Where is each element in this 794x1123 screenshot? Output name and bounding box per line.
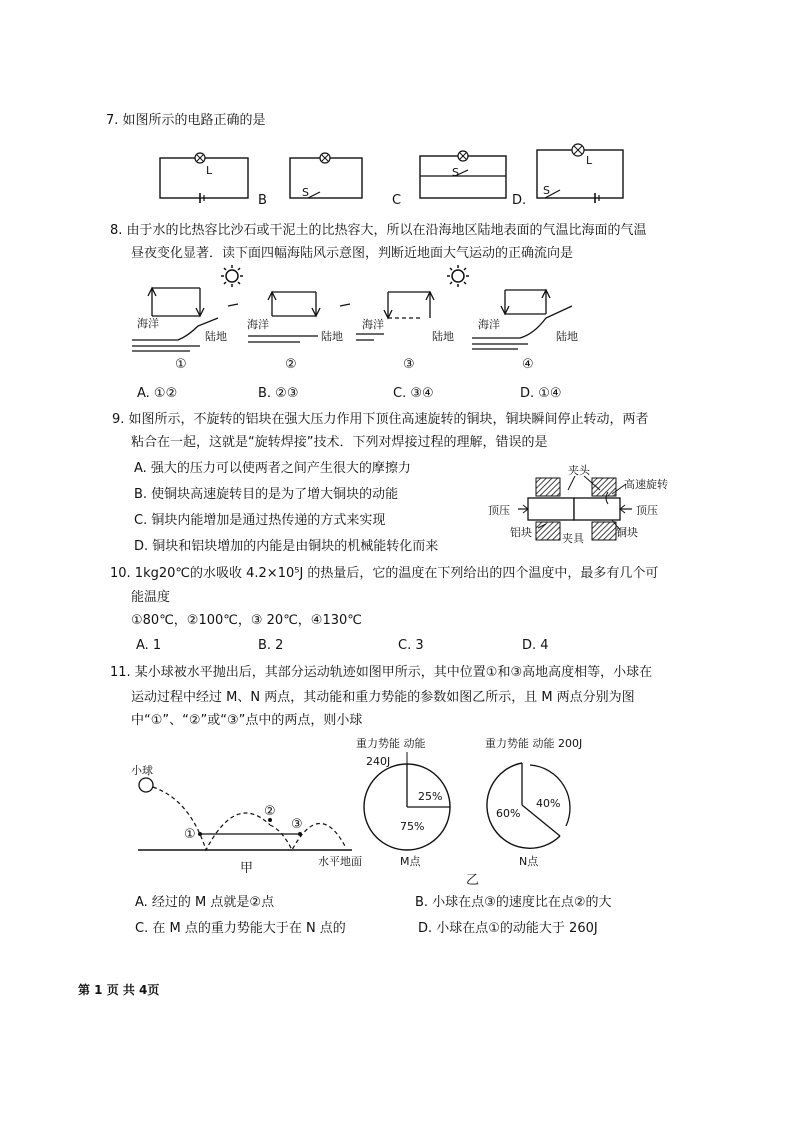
q7-stem: 7. 如图所示的电路正确的是: [106, 113, 266, 128]
q8-land-label-1: 陆地: [205, 330, 227, 343]
q11-m-pct-large: 75%: [400, 820, 425, 833]
q11-stem-line1: 11. 某小球被水平抛出后，其部分运动轨迹如图甲所示，其中位置①和③高地高度相等，小球在: [110, 665, 653, 680]
q9-label-press-left: 顶压: [488, 504, 510, 517]
q9-option-d: D. 铜块和铝块增加的内能是由铜块的机械能转化而来: [134, 539, 439, 554]
q11-option-b: B. 小球在点③的速度比在点②的大: [415, 895, 612, 910]
q8-stem-line1: 8. 由于水的比热容比沙石或干泥土的比热容大，所以在沿海地区陆地表面的气温比海面的气温: [110, 223, 647, 238]
q11-stem-line3: 中“①”、“②”或“③”点中的两点，则小球: [131, 713, 363, 728]
q9-stem-line2: 粘合在一起，这就是“旋转焊接”技术．下列对焊接过程的理解，错误的是: [131, 435, 548, 450]
q11-n-header: 重力势能 动能 200J: [485, 737, 583, 750]
q11-m-total: 240J: [366, 755, 391, 768]
q8-ocean-label-1: 海洋: [137, 317, 159, 330]
q8-figure-num-1: ①: [175, 357, 187, 372]
q7-option-c: C: [392, 193, 402, 208]
q10-stem-line2: 能温度: [131, 590, 171, 605]
q8-figure-num-2: ②: [285, 357, 297, 372]
q8-option-b: B. ②③: [258, 386, 299, 401]
q8-option-a: A. ①②: [137, 386, 178, 401]
q9-label-aluminum: 铝块: [510, 526, 532, 539]
q8-land-label-4: 陆地: [556, 330, 578, 343]
q9-option-a: A. 强大的压力可以使两者之间产生很大的摩擦力: [134, 461, 411, 476]
q11-m-pct-small: 25%: [418, 790, 443, 803]
q9-option-c: C. 铜块内能增加是通过热传递的方式来实现: [134, 513, 386, 528]
q11-caption-jia: 甲: [240, 861, 254, 876]
q11-caption-yi: 乙: [466, 873, 480, 888]
q11-point-1: ①: [184, 827, 196, 842]
q7-switch-label-c: S: [452, 166, 459, 179]
q10-option-a: A. 1: [136, 638, 162, 653]
q8-stem-line2: 昼夜变化显著．读下面四幅海陆风示意图，判断近地面大气运动的正确流向是: [131, 246, 574, 261]
q8-option-d: D. ①④: [520, 386, 562, 401]
q11-m-label: M点: [400, 855, 421, 868]
q8-figure-num-4: ④: [522, 357, 534, 372]
q11-n-label: N点: [519, 855, 539, 868]
q11-point-3: ③: [291, 817, 303, 832]
q11-m-header: 重力势能 动能: [356, 737, 426, 750]
q11-point-2: ②: [264, 804, 276, 819]
q8-option-c: C. ③④: [393, 386, 434, 401]
q8-ocean-label-4: 海洋: [478, 318, 500, 331]
q8-land-label-2: 陆地: [321, 330, 343, 343]
q11-option-a: A. 经过的 M 点就是②点: [135, 895, 275, 910]
q9-label-high-speed: 高速旋转: [624, 478, 668, 491]
q9-stem-line1: 9. 如图所示，不旋转的铝块在强大压力作用下顶住高速旋转的铜块，铜块瞬间停止转动，两者: [112, 412, 649, 427]
q7-lamp-label-d: L: [586, 154, 593, 167]
q9-label-clamp-bottom: 夹具: [562, 532, 584, 545]
q11-stem-line2: 运动过程中经过 M、N 两点，其动能和重力势能的参数如图乙所示，且 M 两点分别为图: [131, 690, 635, 705]
q11-option-c: C. 在 M 点的重力势能大于在 N 点的: [135, 921, 346, 936]
q8-land-label-3: 陆地: [432, 330, 454, 343]
q7-option-d: D.: [512, 193, 527, 208]
q11-ground-label: 水平地面: [318, 855, 362, 868]
q9-label-press-right: 顶压: [636, 504, 658, 517]
q7-switch-label-b: S: [302, 186, 309, 199]
q8-figure-num-3: ③: [403, 357, 415, 372]
q8-ocean-label-2: 海洋: [247, 318, 269, 331]
q8-ocean-label-3: 海洋: [362, 318, 384, 331]
q11-option-d: D. 小球在点①的动能大于 260J: [418, 921, 598, 936]
page-footer: 第 1 页 共 4页: [78, 983, 160, 997]
q7-lamp-label-a: L: [206, 164, 213, 177]
q10-temps: ①80℃，②100℃，③ 20℃，④130℃: [131, 613, 362, 628]
q7-switch-label-d: S: [543, 184, 550, 197]
q7-option-b: B: [258, 193, 267, 208]
q10-option-d: D. 4: [522, 638, 549, 653]
q10-stem-line1: 10. 1kg20℃的水吸收 4.2×10⁵J 的热量后，它的温度在下列给出的四个温度中，最多有几个可: [110, 566, 659, 581]
q11-ball-label: 小球: [131, 764, 153, 777]
q11-n-pct-right: 40%: [536, 797, 561, 810]
q9-label-clamp-top: 夹头: [568, 464, 590, 477]
q9-label-copper: 铜块: [616, 526, 638, 539]
q9-option-b: B. 使铜块高速旋转目的是为了增大铜块的动能: [134, 487, 399, 502]
q10-option-b: B. 2: [258, 638, 284, 653]
q10-option-c: C. 3: [398, 638, 424, 653]
q11-n-pct-left: 60%: [496, 807, 521, 820]
